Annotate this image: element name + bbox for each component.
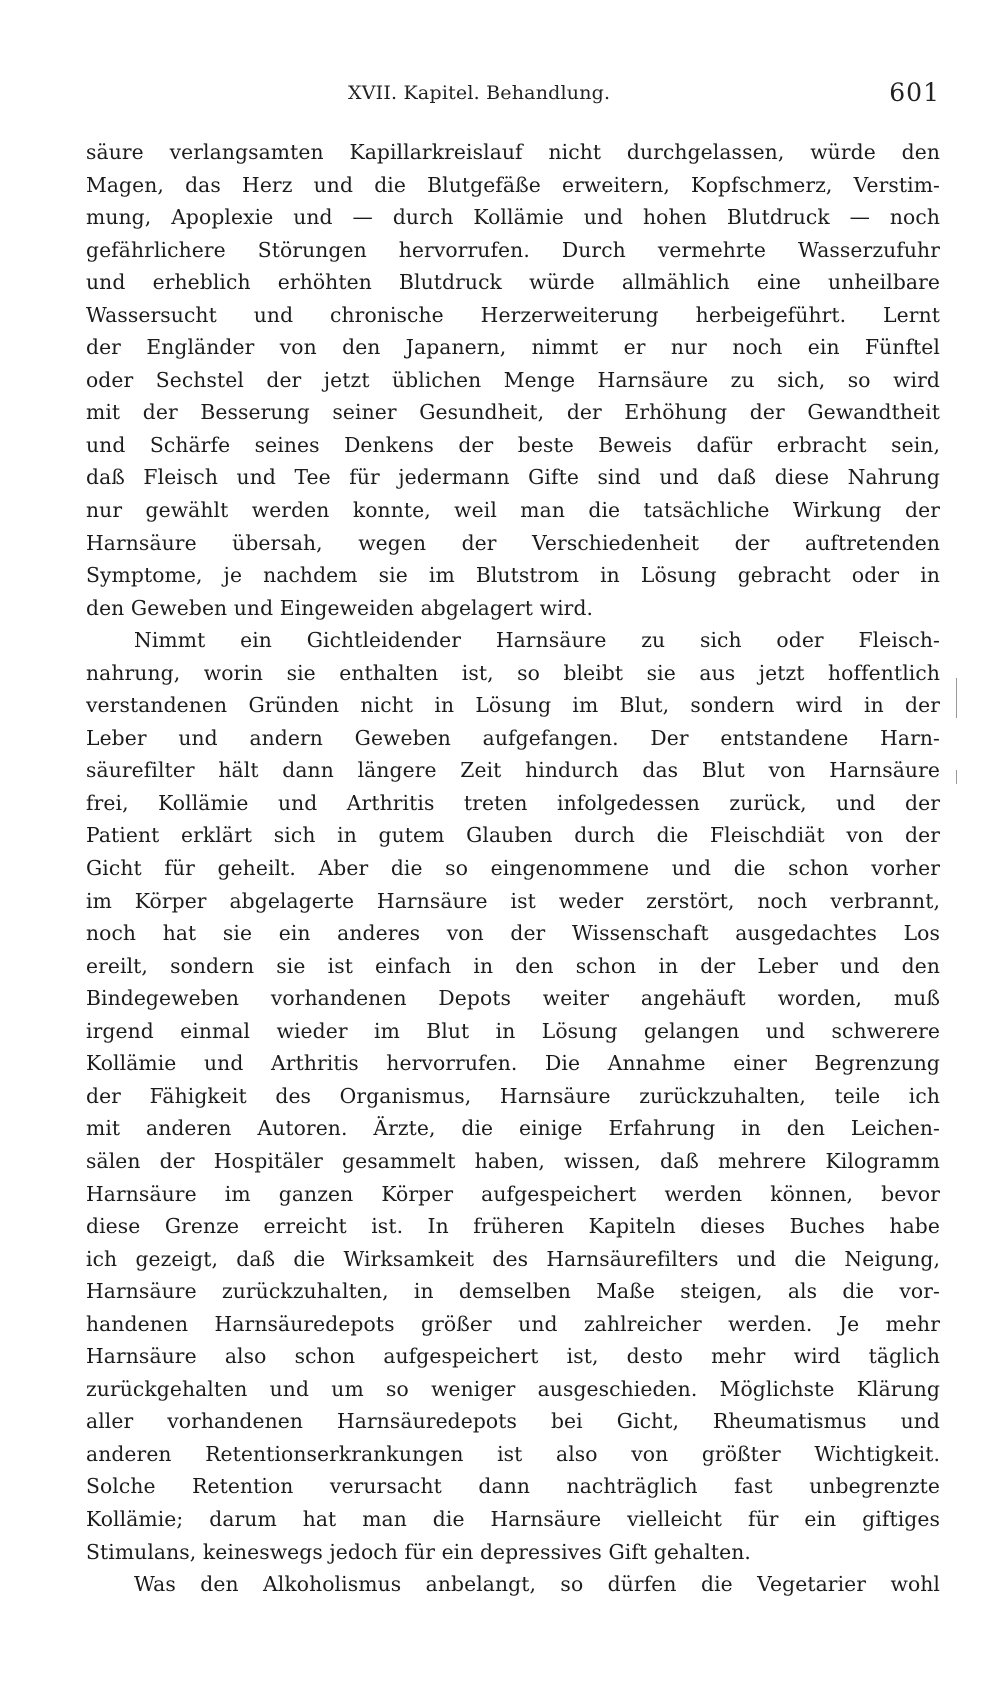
text-line: diese Grenze erreicht ist. In früheren Kapiteln dieses Buches habe bbox=[86, 1214, 940, 1239]
text-line: noch hat sie ein anderes von der Wissenschaft ausgedachtes Los bbox=[86, 921, 940, 946]
text-line: mung, Apoplexie und — durch Kollämie und hohen Blutdruck — noch bbox=[86, 205, 940, 230]
body-text bbox=[86, 136, 940, 1601]
paragraph-first-line: Nimmt ein Gichtleidender Harnsäure zu sich oder Fleisch- bbox=[134, 628, 940, 653]
margin-mark bbox=[956, 770, 957, 784]
paragraph-first-line: Was den Alkoholismus anbelangt, so dürfen die Vegetarier wohl bbox=[134, 1572, 940, 1597]
text-line: mit anderen Autoren. Ärzte, die einige Erfahrung in den Leichen- bbox=[86, 1116, 940, 1141]
text-line: Gicht für geheilt. Aber die so eingenommene und die schon vorher bbox=[86, 856, 940, 881]
text-line: Bindegeweben vorhandenen Depots weiter angehäuft worden, muß bbox=[86, 986, 940, 1011]
text-line: säure verlangsamten Kapillarkreislauf nicht durchgelassen, würde den bbox=[86, 140, 940, 164]
running-title: XVII. Kapitel. Behandlung. bbox=[348, 82, 611, 104]
text-line: Solche Retention verursacht dann nachträglich fast unbegrenzte bbox=[86, 1474, 940, 1499]
text-line: der Engländer von den Japanern, nimmt er nur noch ein Fünftel bbox=[86, 335, 940, 360]
text-line: Magen, das Herz und die Blutgefäße erweitern, Kopfschmerz, Verstim- bbox=[86, 172, 940, 197]
text-line: oder Sechstel der jetzt üblichen Menge Harnsäure zu sich, so wird bbox=[86, 367, 940, 392]
text-line: verstandenen Gründen nicht in Lösung im Blut, sondern wird in der bbox=[86, 693, 940, 718]
text-line: und erheblich erhöhten Blutdruck würde allmählich eine unheilbare bbox=[86, 270, 940, 295]
text-line: Patient erklärt sich in gutem Glauben durch die Fleischdiät von der bbox=[86, 823, 940, 848]
text-line: irgend einmal wieder im Blut in Lösung gelangen und schwerere bbox=[86, 1018, 940, 1043]
text-line: Symptome, je nachdem sie im Blutstrom in Lösung gebracht oder in bbox=[86, 563, 940, 588]
text-line: Kollämie und Arthritis hervorrufen. Die Annahme einer Begrenzung bbox=[86, 1051, 940, 1076]
page-number: 601 bbox=[889, 78, 940, 107]
text-line: mit der Besserung seiner Gesundheit, der Erhöhung der Gewandtheit bbox=[86, 400, 940, 425]
text-line: nur gewählt werden konnte, weil man die tatsächliche Wirkung der bbox=[86, 498, 940, 523]
text-line: Leber und andern Geweben aufgefangen. Der entstandene Harn- bbox=[86, 725, 940, 750]
margin-mark bbox=[956, 678, 957, 718]
text-line: ereilt, sondern sie ist einfach in den schon in der Leber und den bbox=[86, 953, 940, 978]
paragraph-last-line: den Geweben und Eingeweiden abgelagert wird. bbox=[86, 595, 594, 620]
text-line: sälen der Hospitäler gesammelt haben, wissen, daß mehrere Kilogramm bbox=[86, 1148, 940, 1173]
text-line: Harnsäure im ganzen Körper aufgespeichert werden können, bevor bbox=[86, 1181, 940, 1206]
text-line: säurefilter hält dann längere Zeit hindurch das Blut von Harnsäure bbox=[86, 758, 940, 783]
text-line: daß Fleisch und Tee für jedermann Gifte sind und daß diese Nahrung bbox=[86, 465, 940, 490]
text-line: Harnsäure übersah, wegen der Verschiedenheit der auftretenden bbox=[86, 530, 940, 555]
text-line: frei, Kollämie und Arthritis treten infolgedessen zurück, und der bbox=[86, 790, 940, 815]
text-line: zurückgehalten und um so weniger ausgeschieden. Möglichste Klärung bbox=[86, 1376, 940, 1401]
text-line: Harnsäure zurückzuhalten, in demselben Maße steigen, als die vor- bbox=[86, 1279, 940, 1304]
text-line: gefährlichere Störungen hervorrufen. Durch vermehrte Wasserzufuhr bbox=[86, 237, 940, 262]
text-line: Kollämie; darum hat man die Harnsäure vielleicht für ein giftiges bbox=[86, 1506, 940, 1531]
text-line: Wassersucht und chronische Herzerweiterung herbeigeführt. Lernt bbox=[86, 302, 940, 327]
text-line: aller vorhandenen Harnsäuredepots bei Gicht, Rheumatismus und bbox=[86, 1409, 940, 1434]
text-line: handenen Harnsäuredepots größer und zahlreicher werden. Je mehr bbox=[86, 1311, 940, 1336]
text-line: der Fähigkeit des Organismus, Harnsäure zurückzuhalten, teile ich bbox=[86, 1083, 940, 1108]
text-line: anderen Retentionserkrankungen ist also von größter Wichtigkeit. bbox=[86, 1441, 940, 1466]
text-line: nahrung, worin sie enthalten ist, so bleibt sie aus jetzt hoffentlich bbox=[86, 660, 940, 685]
text-line: ich gezeigt, daß die Wirksamkeit des Harnsäurefilters und die Neigung, bbox=[86, 1246, 940, 1271]
text-line: im Körper abgelagerte Harnsäure ist weder zerstört, noch verbrannt, bbox=[86, 888, 940, 913]
paragraph-last-line: Stimulans, keineswegs jedoch für ein depressives Gift gehalten. bbox=[86, 1539, 751, 1564]
text-line: und Schärfe seines Denkens der beste Beweis dafür erbracht sein, bbox=[86, 432, 940, 457]
text-line: Harnsäure also schon aufgespeichert ist, desto mehr wird täglich bbox=[86, 1344, 940, 1369]
page-header bbox=[86, 78, 940, 112]
